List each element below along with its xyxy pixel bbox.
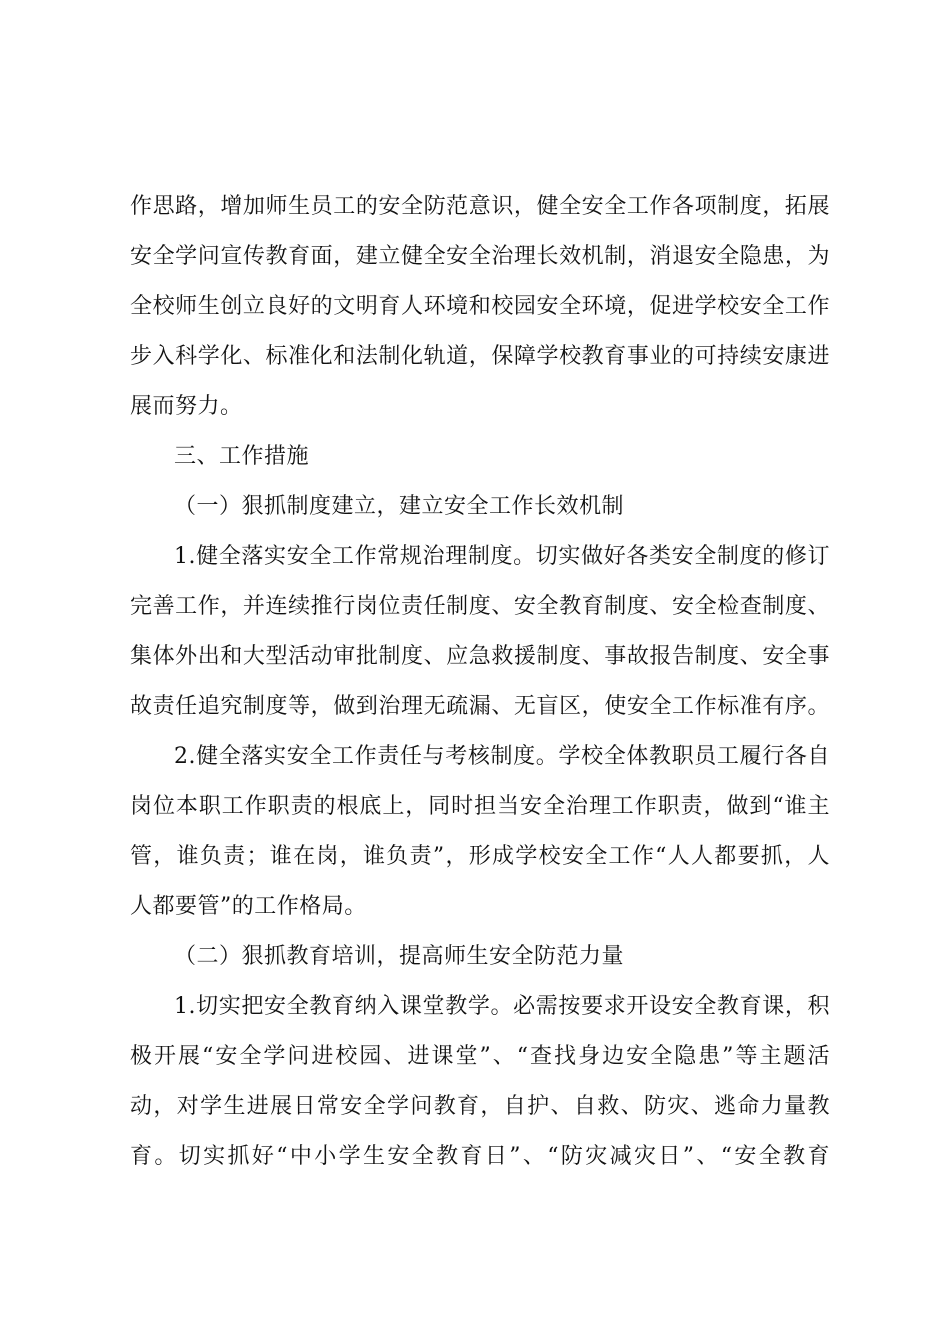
subsection-heading: （二）狠抓教育培训，提高师生安全防范力量 [174,944,625,969]
subsection-heading: （一）狠抓制度建立，建立安全工作长效机制 [174,494,625,519]
body-text-line: 育。切实抓好“中小学生安全教育日”、“防灾减灾日”、“安全教育 [130,1144,830,1169]
body-text-line: 作思路，增加师生员工的安全防范意识，健全安全工作各项制度，拓展 [130,194,830,219]
body-text-line: 1.切实把安全教育纳入课堂教学。必需按要求开设安全教育课，积 [174,994,830,1019]
body-text-line: 动，对学生进展日常安全学问教育，自护、自救、防灾、逃命力量教 [130,1094,830,1119]
body-text-line: 1.健全落实安全工作常规治理制度。切实做好各类安全制度的修订 [174,544,830,569]
body-text-line: 步入科学化、标准化和法制化轨道，保障学校教育事业的可持续安康进 [130,344,830,369]
body-text-line: 2.健全落实安全工作责任与考核制度。学校全体教职员工履行各自 [174,744,830,769]
body-text-line: 完善工作，并连续推行岗位责任制度、安全教育制度、安全检查制度、 [130,594,830,619]
body-text-line: 极开展“安全学问进校园、进课堂”、“查找身边安全隐患”等主题活 [130,1044,830,1069]
body-text-line: 人都要管”的工作格局。 [130,894,367,919]
body-text-line: 岗位本职工作职责的根底上，同时担当安全治理工作职责，做到“谁主 [130,794,830,819]
body-text-line: 全校师生创立良好的文明育人环境和校园安全环境，促进学校安全工作 [130,294,830,319]
body-text-line: 安全学问宣传教育面，建立健全安全治理长效机制，消退安全隐患，为 [130,244,830,269]
body-text-line: 故责任追究制度等，做到治理无疏漏、无盲区，使安全工作标准有序。 [130,694,830,719]
section-heading: 三、工作措施 [174,444,310,469]
body-text-line: 展而努力。 [130,394,243,419]
body-text-line: 集体外出和大型活动审批制度、应急救援制度、事故报告制度、安全事 [130,644,830,669]
body-text-line: 管，谁负责；谁在岗，谁负责”，形成学校安全工作“人人都要抓，人 [130,844,830,869]
